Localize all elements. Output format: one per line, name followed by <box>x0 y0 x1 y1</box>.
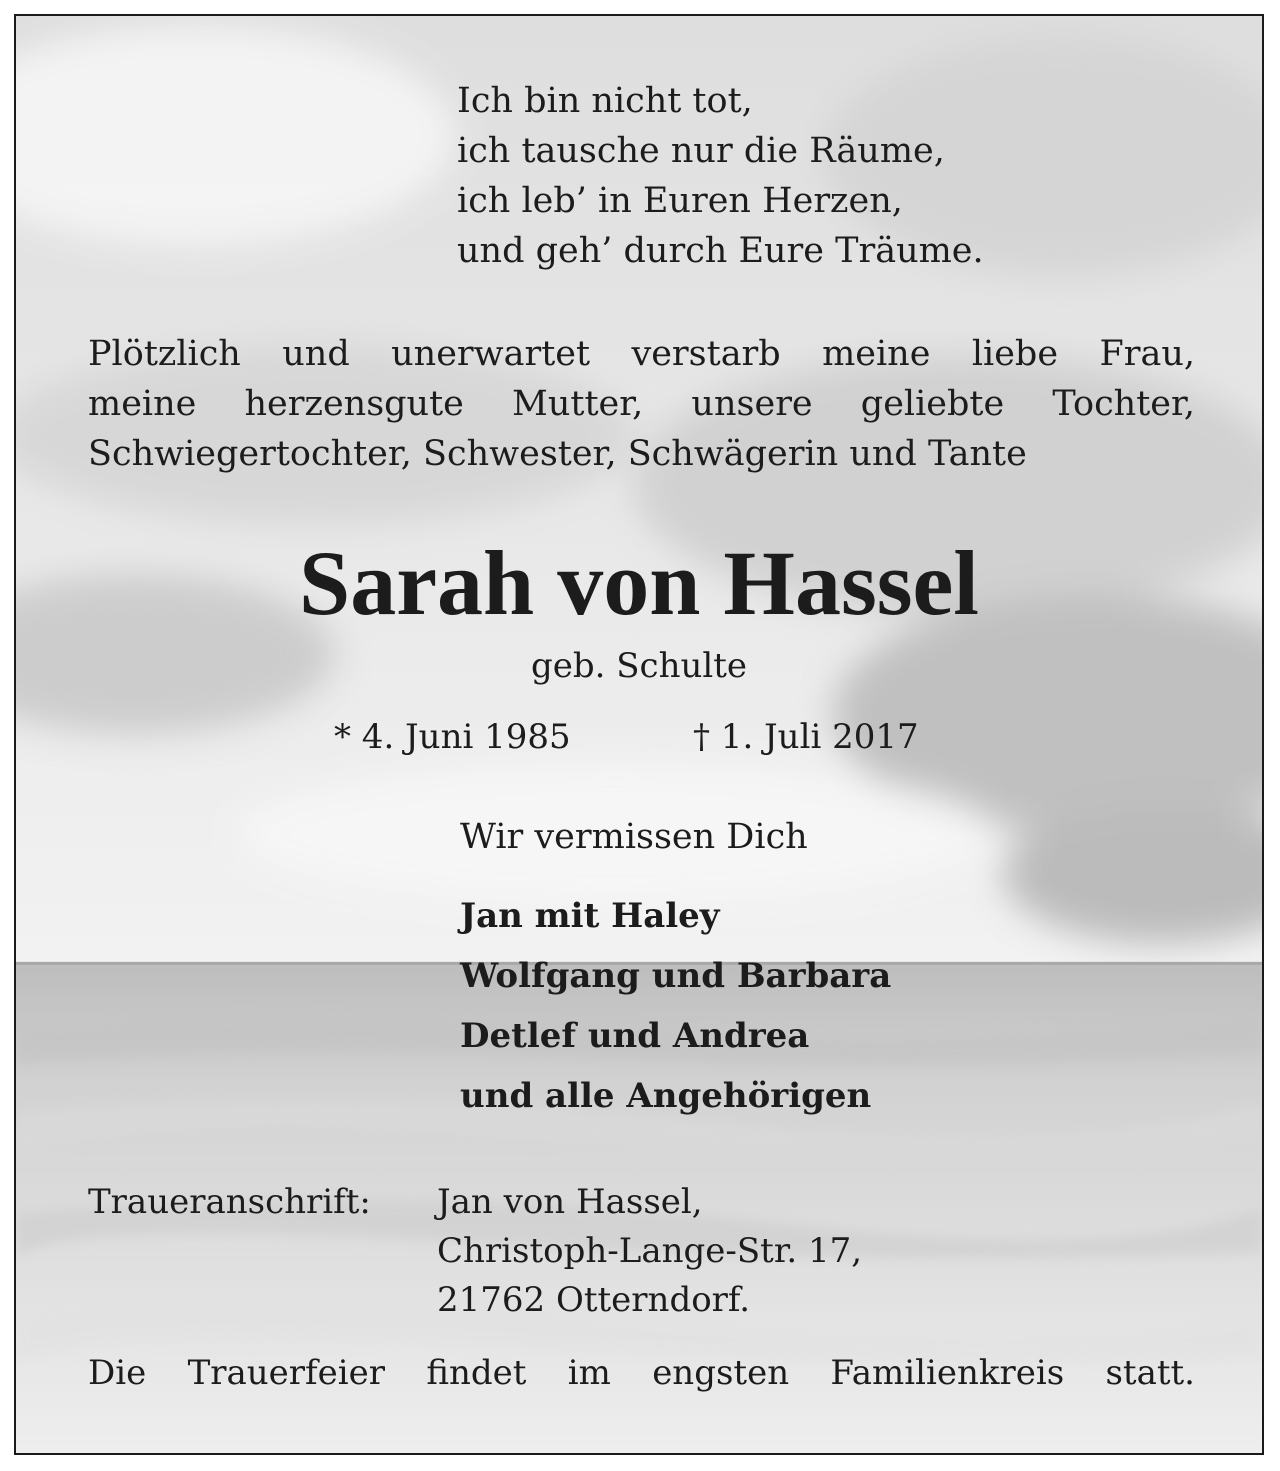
deceased-name: Sarah von Hassel <box>299 532 979 634</box>
maiden-name: geb. Schulte <box>530 646 748 686</box>
mourner-name: Detlef und Andrea <box>460 1016 810 1056</box>
obituary-notice <box>14 14 1264 1455</box>
announcement-line: meine herzensgute Mutter, unsere geliebte Tochter, <box>88 384 1195 424</box>
address-line: Christoph-Lange-Str. 17, <box>437 1231 863 1271</box>
death-date: † 1. Juli 2017 <box>693 717 919 757</box>
poem-line: Ich bin nicht tot, <box>457 81 753 121</box>
poem <box>457 76 984 276</box>
poem-line: ich tausche nur die Räume, <box>457 131 945 171</box>
poem-line: ich leb’ in Euren Herzen, <box>457 181 903 221</box>
birth-date: * 4. Juni 1985 <box>334 717 571 757</box>
address-label: Traueranschrift: <box>88 1182 371 1222</box>
address-line: 21762 Otterndorf. <box>437 1280 751 1320</box>
death-announcement-text <box>88 329 1195 479</box>
mourner-name: und alle Angehörigen <box>460 1076 872 1116</box>
mourner-name: Jan mit Haley <box>460 896 720 936</box>
mourners-heading: Wir vermissen Dich <box>460 817 808 857</box>
announcement-line: Plötzlich und unerwartet verstarb meine liebe Frau, <box>88 334 1195 374</box>
funeral-note: Die Trauerfeier findet im engsten Familienkreis statt. <box>88 1353 1195 1393</box>
mourning-address <box>437 1178 862 1325</box>
mourner-name: Wolfgang und Barbara <box>460 956 892 996</box>
announcement-line: Schwiegertochter, Schwester, Schwägerin und Tante <box>88 434 1027 474</box>
mourners-list <box>460 886 891 1126</box>
address-line: Jan von Hassel, <box>437 1182 703 1222</box>
poem-line: und geh’ durch Eure Träume. <box>457 231 984 271</box>
